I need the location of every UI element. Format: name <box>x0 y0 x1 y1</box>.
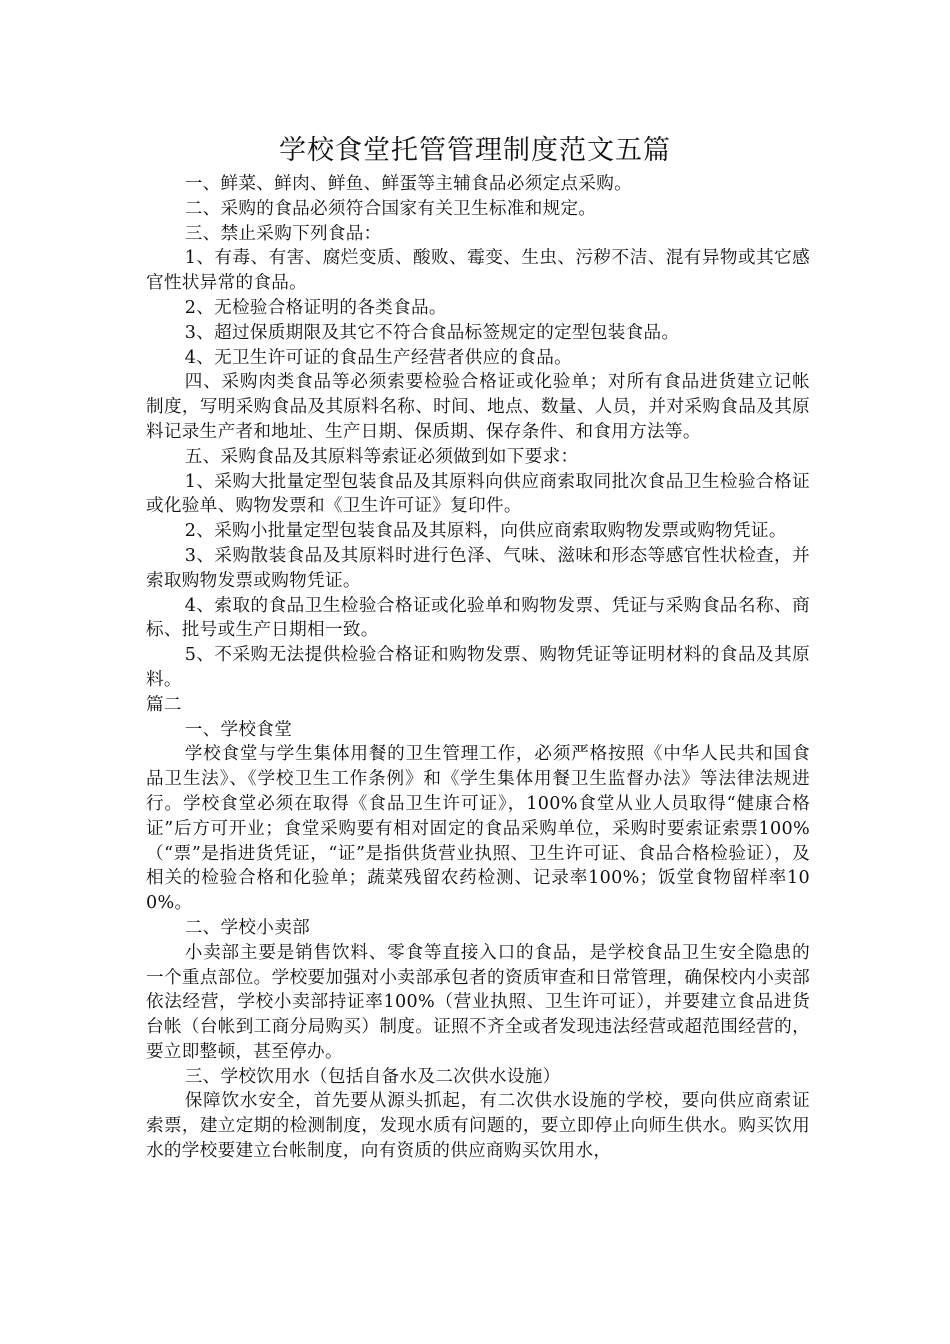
body-paragraph: 4、无卫生许可证的食品生产经营者供应的食品。 <box>184 347 572 368</box>
document-body <box>146 172 810 1164</box>
body-paragraph: 保障饮水安全，首先要从源头抓起，有二次供水设施的学校，要向供应商索证索票，建立定期的检测制度，发现水质有问题的，要立即停止向师生供水。购买饮用水的学校要建立台帐制度，向有资质的供应商购买饮用水， <box>146 1091 810 1162</box>
body-paragraph: 三、学校饮用水（包括自备水及二次供水设施） <box>184 1066 561 1087</box>
section-heading: 篇二 <box>146 694 182 715</box>
body-paragraph: 5、不采购无法提供检验合格证和购物发票、购物凭证等证明材料的食品及其原料。 <box>146 645 810 690</box>
body-paragraph: 三、禁止采购下列食品： <box>184 223 382 244</box>
document-title: 学校食堂托管管理制度范文五篇 <box>279 135 671 166</box>
body-paragraph: 3、超过保质期限及其它不符合食品标签规定的定型包装食品。 <box>184 322 680 343</box>
body-paragraph: 1、采购大批量定型包装食品及其原料向供应商索取同批次食品卫生检验合格证或化验单、购物发票和《卫生许可证》复印件。 <box>146 471 810 517</box>
body-paragraph: 2、无检验合格证明的各类食品。 <box>184 297 447 318</box>
body-paragraph: 五、采购食品及其原料等索证必须做到如下要求： <box>184 446 579 467</box>
body-paragraph: 二、采购的食品必须符合国家有关卫生标准和规定。 <box>184 198 597 219</box>
body-paragraph: 1、有毒、有害、腐烂变质、酸败、霉变、生虫、污秽不洁、混有异物或其它感官性状异常的食品。 <box>146 248 810 294</box>
body-paragraph: 二、学校小卖部 <box>184 917 310 938</box>
body-paragraph: 2、采购小批量定型包装食品及其原料，向供应商索取购物发票或购物凭证。 <box>184 521 787 542</box>
body-paragraph: 4、索取的食品卫生检验合格证或化验单和购物发票、凭证与采购食品名称、商标、批号或生产日期相一致。 <box>146 595 810 641</box>
body-paragraph: 3、采购散装食品及其原料时进行色泽、气味、滋味和形态等感官性状检查，并索取购物发票或购物凭证。 <box>146 545 810 591</box>
body-paragraph: 一、鲜菜、鲜肉、鲜鱼、鲜蛋等主辅食品必须定点采购。 <box>184 174 633 194</box>
body-paragraph: 小卖部主要是销售饮料、零食等直接入口的食品，是学校食品卫生安全隐患的一个重点部位。学校要加强对小卖部承包者的资质审查和日常管理，确保校内小卖部依法经营，学校小卖部持证率100%（营业执照、卫生许可证），并要建立食品进货台帐（台帐到工商分局购买）制度。证照不齐全或者发现违法经营或超范围经营的，要立即整顿，甚至停办。 <box>146 942 810 1062</box>
body-paragraph: 四、采购肉类食品等必须索要检验合格证或化验单；对所有食品进货建立记帐制度，写明采购食品及其原料名称、时间、地点、数量、人员，并对采购食品及其原料记录生产者和地址、生产日期、保质期、保存条件、和食用方法等。 <box>146 372 810 442</box>
body-paragraph: 学校食堂与学生集体用餐的卫生管理工作，必须严格按照《中华人民共和国食品卫生法》、《学校卫生工作条例》和《学生集体用餐卫生监督办法》等法律法规进行。学校食堂必须在取得《食品卫生许可证》，100%食堂从业人员取得“健康合格证”后方可开业；食堂采购要有相对固定的食品采购单位，采购时要索证索票100%（“票”是指进货凭证，“证”是指供货营业执照、卫生许可证、食品合格检验证），及相关的检验合格和化验单；蔬菜残留农药检测、记录率100%；饭堂食物留样率100%。 <box>146 744 810 914</box>
body-paragraph: 一、学校食堂 <box>184 719 293 740</box>
